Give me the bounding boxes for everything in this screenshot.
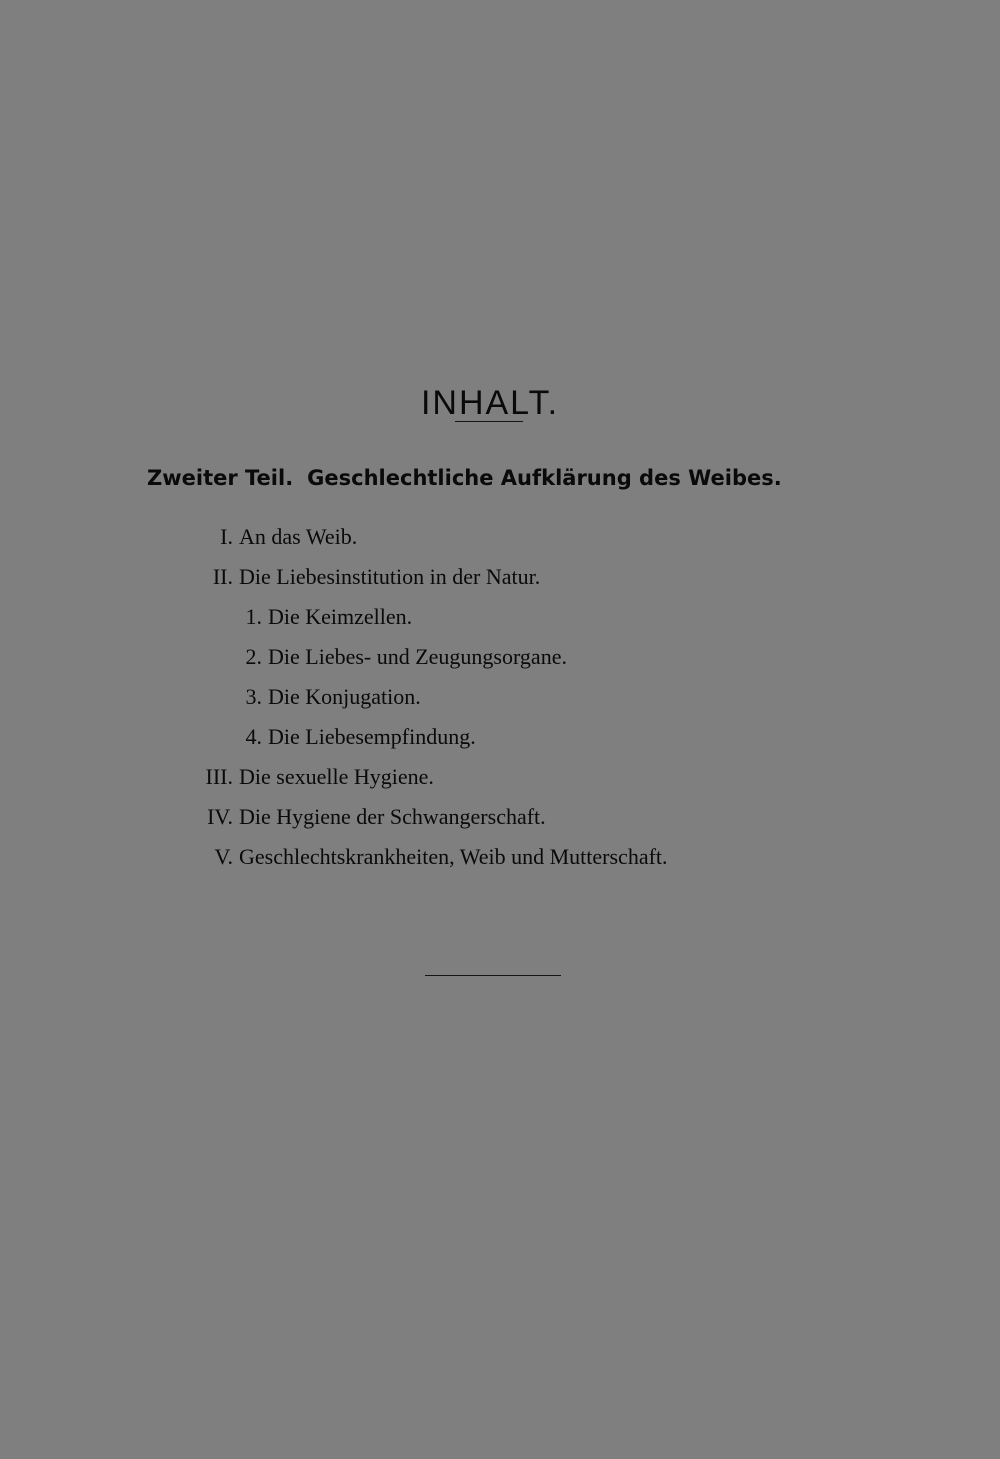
toc-entry-iv bbox=[0, 802, 1000, 842]
toc-entry-label: Geschlechtskrankheiten, Weib und Mutterschaft. bbox=[239, 844, 668, 869]
toc-subentry-3 bbox=[0, 682, 1000, 722]
toc-entry-label: Die Keimzellen. bbox=[268, 604, 413, 629]
toc-entry-number: 3. bbox=[245, 684, 262, 709]
toc-entry-number: IV. bbox=[207, 804, 233, 829]
toc-entry-label: Die Liebesempfindung. bbox=[268, 724, 476, 749]
table-of-contents bbox=[0, 522, 1000, 882]
closing-divider bbox=[425, 975, 561, 976]
toc-entry-label: An das Weib. bbox=[239, 524, 358, 549]
toc-entry-i bbox=[0, 522, 1000, 562]
section-part-label: Zweiter Teil. bbox=[147, 466, 294, 490]
title-divider bbox=[455, 421, 523, 422]
toc-entry-v bbox=[0, 842, 1000, 882]
section-title: Geschlechtliche Aufklärung des Weibes. bbox=[307, 466, 782, 490]
toc-entry-number: 2. bbox=[245, 644, 262, 669]
toc-entry-number: I. bbox=[220, 524, 233, 549]
toc-entry-label: Die Hygiene der Schwangerschaft. bbox=[239, 804, 546, 829]
toc-entry-label: Die Konjugation. bbox=[268, 684, 421, 709]
toc-entry-label: Die Liebesinstitution in der Natur. bbox=[239, 564, 541, 589]
toc-entry-label: Die Liebes- und Zeugungsorgane. bbox=[268, 644, 567, 669]
page-title: INHALT. bbox=[420, 383, 560, 422]
toc-entry-number: 1. bbox=[245, 604, 262, 629]
toc-entry-label: Die sexuelle Hygiene. bbox=[239, 764, 434, 789]
section-heading bbox=[147, 463, 867, 493]
toc-entry-ii bbox=[0, 562, 1000, 602]
toc-entry-number: 4. bbox=[245, 724, 262, 749]
toc-entry-iii bbox=[0, 762, 1000, 802]
toc-entry-number: II. bbox=[212, 564, 233, 589]
toc-subentry-1 bbox=[0, 602, 1000, 642]
toc-entry-number: V. bbox=[214, 844, 233, 869]
toc-entry-number: III. bbox=[205, 764, 233, 789]
toc-subentry-4 bbox=[0, 722, 1000, 762]
toc-subentry-2 bbox=[0, 642, 1000, 682]
